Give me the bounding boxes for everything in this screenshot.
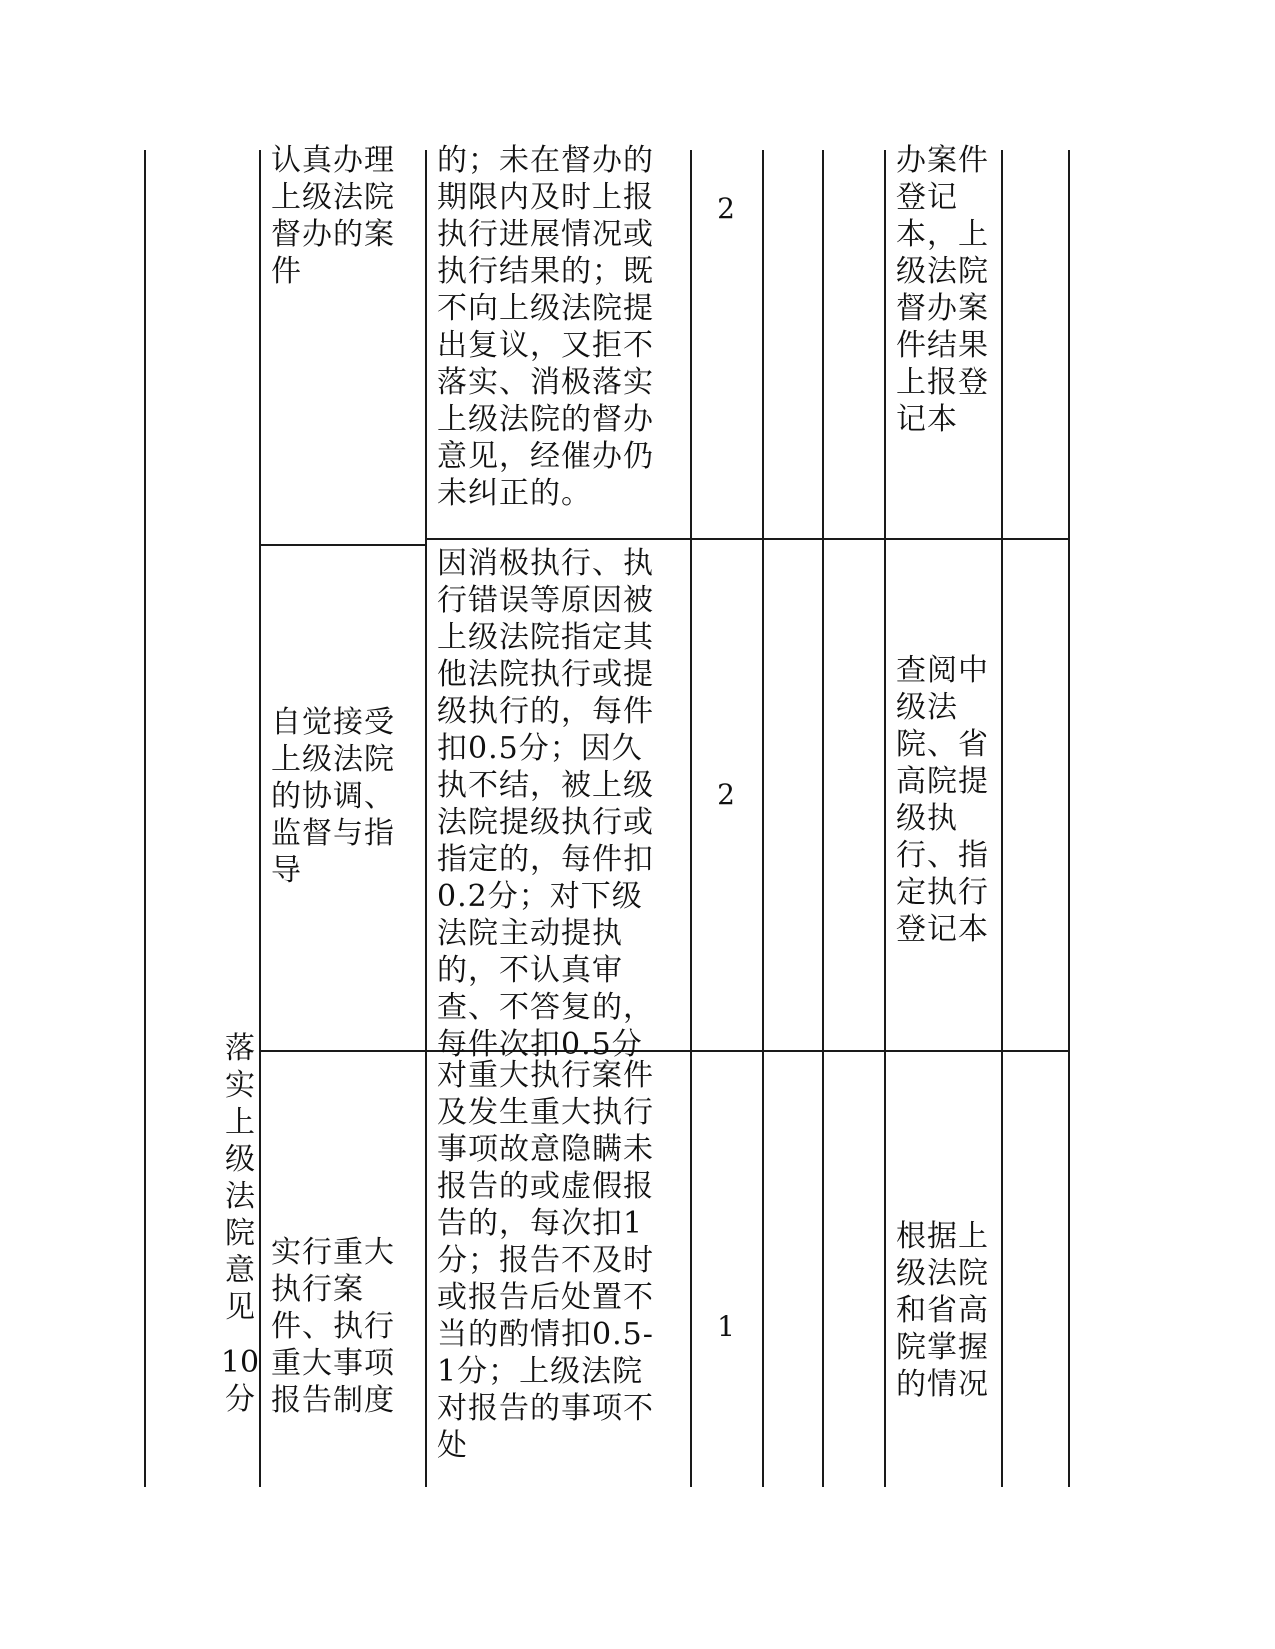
category-char: 落 <box>225 1031 255 1066</box>
category-char: 见 <box>225 1290 255 1325</box>
column-divider-method <box>1001 150 1003 1487</box>
table-border-left <box>144 150 146 1487</box>
column-divider-actual <box>884 150 886 1487</box>
row-method: 办案件登记本，上级法院督办案件结果上报登记本 <box>896 143 989 437</box>
column-divider-score <box>762 150 764 1487</box>
row-score: 1 <box>717 1310 735 1343</box>
row-method: 查阅中级法院、省高院提级执行、指定执行登记本 <box>896 653 989 947</box>
row-item: 自觉接受上级法院的协调、监督与指导 <box>271 705 395 888</box>
row-item: 实行重大执行案件、执行重大事项报告制度 <box>271 1235 395 1418</box>
category-points-unit: 分 <box>225 1382 255 1417</box>
category-points <box>218 1344 262 1418</box>
row-item: 认真办理上级法院督办的案件 <box>271 143 395 289</box>
row-criteria: 因消极执行、执行错误等原因被上级法院指定其他法院执行或提级执行的，每件扣0.5分；因久执不结，被上级法院提级执行或指定的，每件扣0.2分；对下级法院主动提执的，不认真审查、不答复的，每件次扣0.5分 <box>437 546 654 1062</box>
row-score: 2 <box>717 778 735 811</box>
row-criteria: 对重大执行案件及发生重大执行事项故意隐瞒未报告的或虚假报告的，每次扣1分；报告不及时或报告后处置不当的酌情扣0.5-1分；上级法院对报告的事项不处 <box>437 1058 654 1463</box>
category-char: 院 <box>225 1216 255 1251</box>
column-divider-item <box>425 150 427 1487</box>
column-divider-deduction <box>822 150 824 1487</box>
category-points-value: 10 <box>220 1345 260 1380</box>
table-border-right <box>1068 150 1070 1487</box>
row-divider-1-item <box>259 544 427 546</box>
row-divider-1-rest <box>425 538 1070 540</box>
category-char: 意 <box>225 1253 255 1288</box>
category-label <box>218 1030 262 1418</box>
category-char: 实 <box>225 1068 255 1103</box>
category-char: 级 <box>225 1142 255 1177</box>
row-score: 2 <box>717 192 735 225</box>
row-criteria: 的；未在督办的期限内及时上报执行进展情况或执行结果的；既不向上级法院提出复议，又拒不落实、消极落实上级法院的督办意见，经催办仍未纠正的。 <box>437 143 654 511</box>
category-char: 法 <box>225 1179 255 1214</box>
row-method: 根据上级法院和省高院掌握的情况 <box>896 1219 989 1402</box>
category-char: 上 <box>225 1105 255 1140</box>
column-divider-criteria <box>690 150 692 1487</box>
